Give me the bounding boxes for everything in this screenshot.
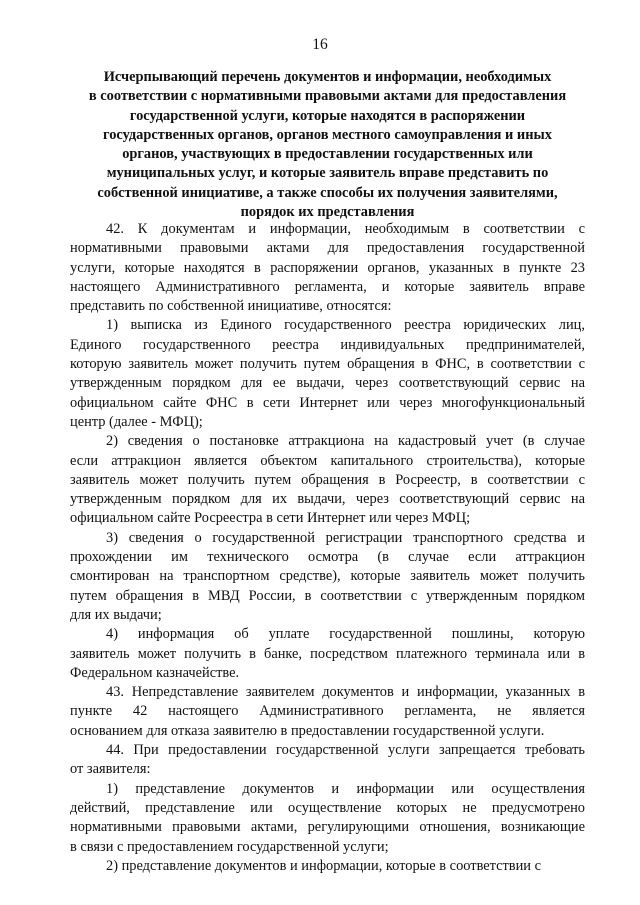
paragraph-line: Единого государственного реестра индивидуальных предпринимателей,	[70, 336, 585, 353]
paragraph-line: нормативными правовыми актами, регулирующими отношения, возникающие	[70, 819, 585, 836]
paragraph-line: 2) представление документов и информации, которые в соответствии с	[106, 857, 541, 874]
paragraph-line: действий, представление или осуществление которых не предусмотрено	[70, 799, 585, 816]
paragraph-line: если аттракцион является объектом капитального строительства), которые	[70, 452, 585, 469]
paragraph-line: в связи с предоставлением государственной услуги;	[70, 838, 389, 855]
paragraph-line: представить по собственной инициативе, относятся:	[70, 298, 392, 315]
paragraph-line: 43. Непредставление заявителем документов и информации, указанных в	[106, 684, 585, 701]
paragraph-line: нормативными правовыми актами для предоставления государственной	[70, 240, 585, 257]
paragraph-line: 3) сведения о государственной регистрации транспортного средства и	[106, 529, 585, 546]
paragraph-line: настоящего Административного регламента, и которые заявитель вправе	[70, 278, 585, 295]
paragraph-line: 4) информация об уплате государственной пошлины, которую	[106, 626, 585, 643]
paragraph-line: путем обращения в МВД России, в соответствии с утвержденным порядком	[70, 587, 585, 604]
paragraph-line: центр (далее - МФЦ);	[70, 413, 203, 430]
paragraph-line: 1) представление документов и информации или осуществления	[106, 780, 585, 797]
paragraph	[70, 529, 585, 625]
paragraph-line: для их выдачи;	[70, 606, 162, 623]
paragraph-line: заявитель может получить путем обращения в Росреестр, в соответствии с	[70, 471, 585, 488]
paragraph-line: заявитель может получить в банке, посредством платежного терминала или в	[70, 645, 585, 662]
paragraph-line: официальном сайте Росреестра в сети Интернет или через МФЦ;	[70, 510, 471, 527]
section-heading	[70, 68, 585, 222]
paragraph-line: утвержденным порядком для их выдачи, через соответствующий сервис на	[70, 491, 585, 508]
paragraph-line: которую заявитель может получить путем обращения в ФНС, в соответствии с	[70, 356, 585, 373]
paragraph-line: услуги, которые находятся в распоряжении органов, указанных в пункте 23	[70, 259, 585, 276]
heading-line: муниципальных услуг, и которые заявитель вправе представить по	[106, 165, 549, 182]
body-text	[70, 220, 585, 876]
paragraph	[70, 220, 585, 316]
paragraph-line: пункте 42 настоящего Административного регламента, не является	[70, 703, 585, 720]
heading-line: собственной инициативе, а также способы их получения заявителями,	[97, 184, 558, 201]
paragraph	[70, 857, 585, 876]
paragraph	[70, 683, 585, 741]
heading-line: порядок их представления	[240, 204, 415, 221]
heading-line: в соответствии с нормативными правовыми актами для предоставления	[88, 88, 567, 105]
paragraph-line: 44. При предоставлении государственной услуги запрещается требовать	[106, 742, 585, 759]
paragraph-line: прохождении им технического осмотра (в случае если аттракцион	[70, 549, 585, 566]
paragraph	[70, 432, 585, 528]
paragraph-line: от заявителя:	[70, 761, 151, 778]
heading-line: государственной услуги, которые находятся в распоряжении	[129, 107, 526, 124]
paragraph-line: утвержденным порядком для ее выдачи, через соответствующий сервис на	[70, 375, 585, 392]
heading-line: органов, участвующих в предоставлении государственных или	[122, 146, 533, 163]
paragraph	[70, 316, 585, 432]
paragraph-line: официальном сайте ФНС в сети Интернет или через многофункциональный	[70, 394, 585, 411]
paragraph	[70, 625, 585, 683]
paragraph	[70, 741, 585, 780]
paragraph-line: смонтирован на транспортном средстве), которые заявитель может получить	[70, 568, 585, 585]
paragraph-line: 2) сведения о постановке аттракциона на кадастровый учет (в случае	[106, 433, 585, 450]
heading-line: государственных органов, органов местного самоуправления и иных	[103, 126, 552, 143]
page-number: 16	[312, 36, 328, 53]
paragraph	[70, 780, 585, 857]
paragraph-line: основанием для отказа заявителю в предоставлении государственной услуги.	[70, 722, 545, 739]
paragraph-line: Федеральном казначействе.	[70, 664, 240, 681]
paragraph-line: 1) выписка из Единого государственного реестра юридических лиц,	[106, 317, 585, 334]
paragraph-line: 42. К документам и информации, необходимым в соответствии с	[106, 221, 585, 237]
heading-line: Исчерпывающий перечень документов и информации, необходимых	[103, 69, 552, 85]
